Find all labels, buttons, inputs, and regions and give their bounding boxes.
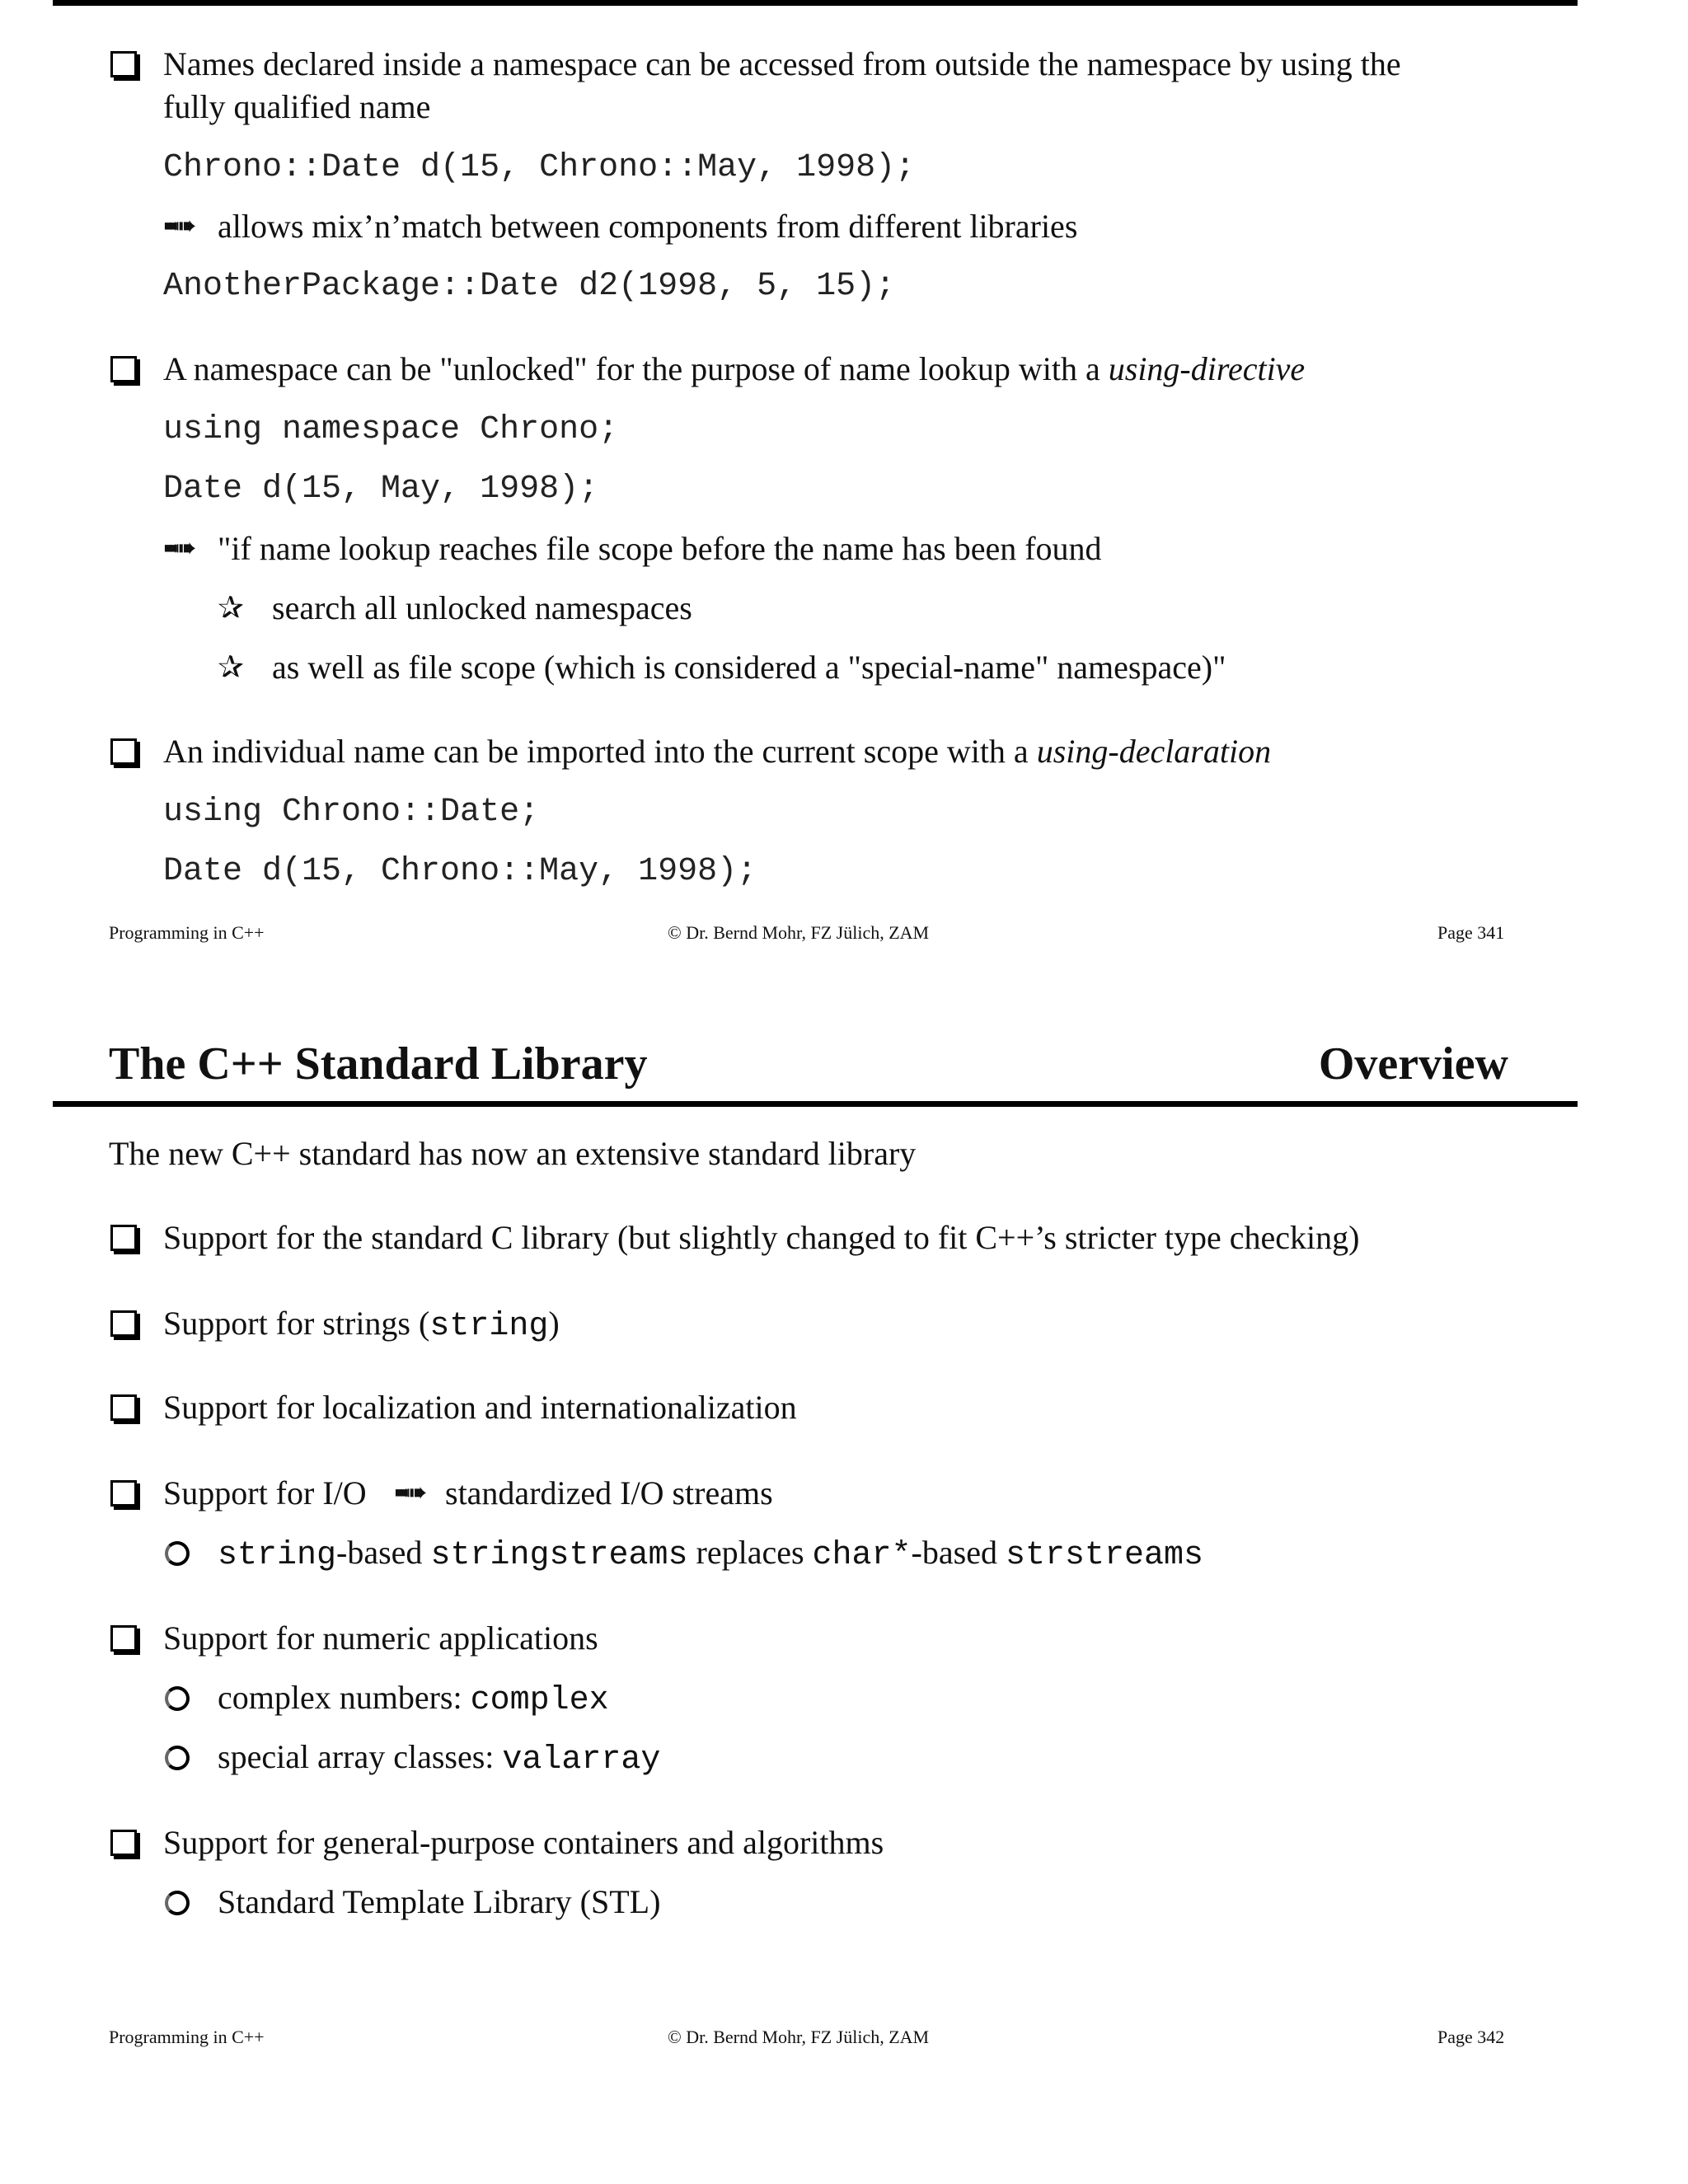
circle-bullet-icon <box>165 1746 190 1770</box>
bullet-box-icon <box>110 1394 137 1421</box>
bullet-text: Support for the standard C library (but slightly changed to fit C++’s stricter type checking) <box>163 1219 1360 1256</box>
code-line: Date d(15, May, 1998); <box>163 471 599 508</box>
bullet-box-icon <box>110 1480 137 1507</box>
title-rule <box>53 1101 1578 1107</box>
bullet-box-icon <box>110 1310 137 1337</box>
bullet-text: Support for general-purpose containers and algorithms <box>163 1824 884 1861</box>
circle-bullet-icon <box>165 1541 190 1566</box>
bullet-text: Support for numeric applications <box>163 1619 598 1657</box>
footer-right: Page 341 <box>1437 922 1505 943</box>
bullet-text-cont: fully qualified name <box>163 88 431 125</box>
intro-text: The new C++ standard has now an extensive standard library <box>109 1135 917 1172</box>
bullet-box-icon <box>110 51 137 77</box>
arrow-right-icon: ▪▪➠ <box>163 211 192 241</box>
bullet-text: Support for strings (string) <box>163 1305 560 1345</box>
sub-bullet-text: complex numbers: complex <box>218 1679 609 1719</box>
circle-bullet-icon <box>165 1891 190 1915</box>
bullet-box-icon <box>110 1625 137 1652</box>
footer-center: © Dr. Bernd Mohr, FZ Jülich, ZAM <box>668 922 930 943</box>
footer-left: Programming in C++ <box>109 2027 265 2047</box>
circle-bullet-icon <box>165 1686 190 1711</box>
bullet-box-icon <box>110 1225 137 1251</box>
arrow-right-icon: ▪▪➠ <box>394 1478 423 1508</box>
arrow-text: "if name lookup reaches file scope before the name has been found <box>218 530 1102 567</box>
arrow-text: allows mix’n’match between components from different libraries <box>218 208 1078 245</box>
footer-center: © Dr. Bernd Mohr, FZ Jülich, ZAM <box>668 2027 930 2047</box>
sub-bullet-text: string-based stringstreams replaces char*-based strstreams <box>218 1534 1203 1574</box>
star-text: as well as file scope (which is considered a "special-name" namespace)" <box>272 649 1226 686</box>
star-text: search all unlocked namespaces <box>272 589 692 626</box>
bullet-text: Support for localization and internationalization <box>163 1389 797 1426</box>
star-icon: ✰ <box>218 650 244 685</box>
footer-left: Programming in C++ <box>109 922 265 943</box>
top-rule <box>53 0 1578 6</box>
bullet-text: Names declared inside a namespace can be accessed from outside the namespace by using the <box>163 45 1401 82</box>
code-line: Chrono::Date d(15, Chrono::May, 1998); <box>163 149 916 186</box>
bullet-box-icon <box>110 356 137 382</box>
sub-bullet-text: special array classes: valarray <box>218 1738 661 1779</box>
bullet-box-icon <box>110 1830 137 1856</box>
sub-bullet-text: Standard Template Library (STL) <box>218 1883 661 1920</box>
page-title: The C++ Standard Library <box>109 1038 648 1090</box>
code-line: using Chrono::Date; <box>163 794 540 831</box>
bullet-box-icon <box>110 738 137 765</box>
bullet-text: A namespace can be "unlocked" for the purpose of name lookup with a using-directive <box>163 350 1306 387</box>
bullet-text: Support for I/O <box>163 1474 367 1511</box>
code-line: using namespace Chrono; <box>163 411 619 448</box>
star-icon: ✰ <box>218 591 244 626</box>
bullet-text: An individual name can be imported into the current scope with a using-declaration <box>163 733 1272 770</box>
arrow-text: standardized I/O streams <box>445 1474 773 1511</box>
footer-right: Page 342 <box>1437 2027 1505 2047</box>
arrow-right-icon: ▪▪➠ <box>163 533 192 564</box>
section-title: Overview <box>1318 1038 1508 1090</box>
code-line: Date d(15, Chrono::May, 1998); <box>163 853 757 890</box>
code-line: AnotherPackage::Date d2(1998, 5, 15); <box>163 268 896 305</box>
